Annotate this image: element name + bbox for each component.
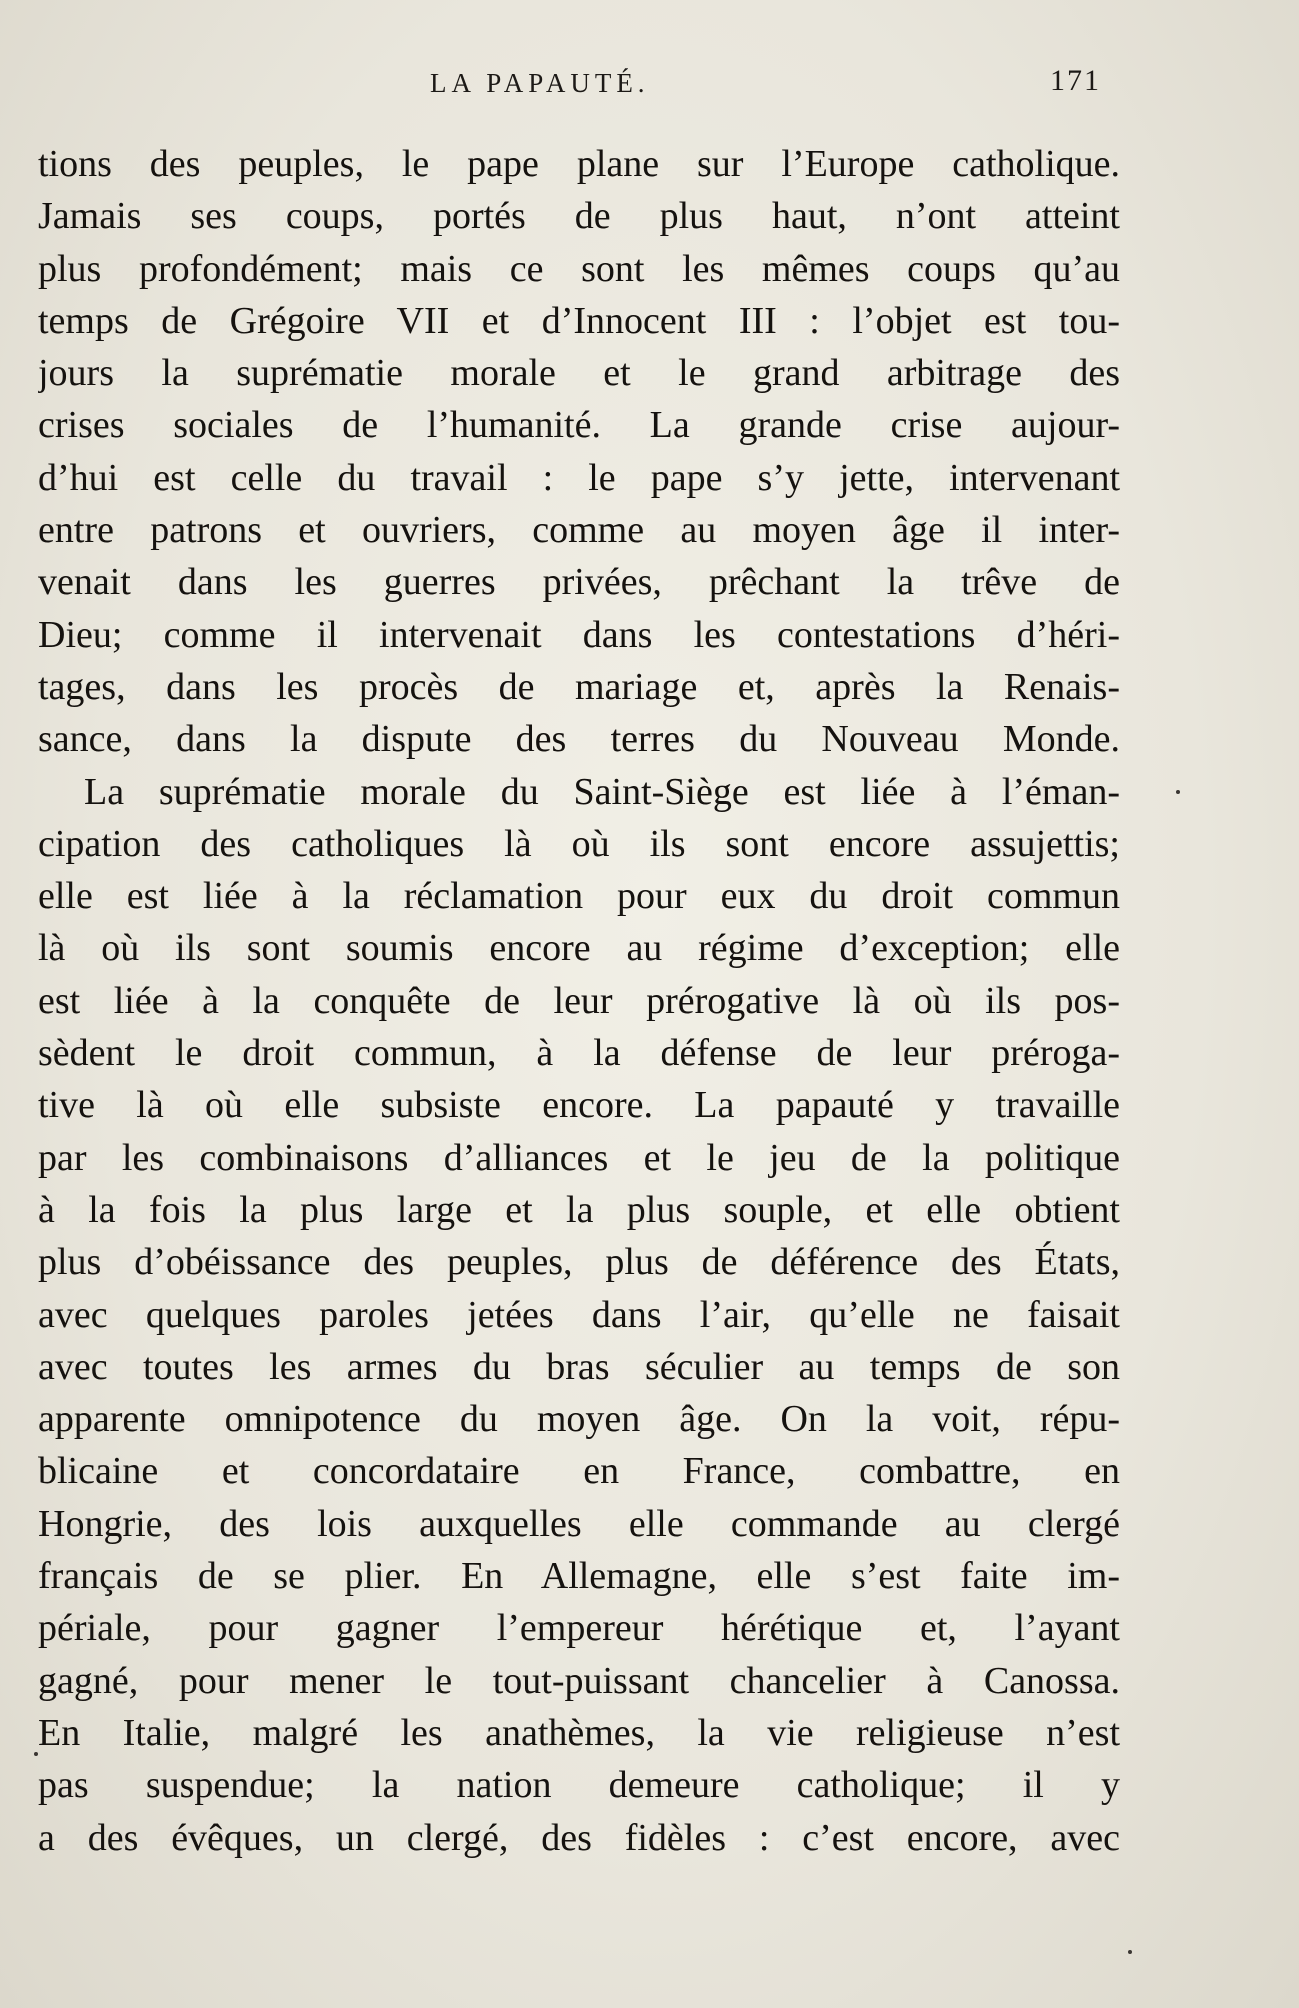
text-line: La suprématie morale du Saint-Siège est liée à l’éman- xyxy=(84,770,1120,813)
text-line: cipation des catholiques là où ils sont encore assujettis; xyxy=(38,822,1120,865)
text-line: apparente omnipotence du moyen âge. On la voit, répu- xyxy=(38,1398,1120,1441)
text-line: sèdent le droit commun, à la défense de leur préroga- xyxy=(38,1032,1120,1075)
paper-speck xyxy=(34,1752,38,1756)
text-line: tages, dans les procès de mariage et, après la Renais- xyxy=(38,665,1120,708)
text-line: tions des peuples, le pape plane sur l’Europe catholique. xyxy=(38,143,1120,185)
text-line: a des évêques, un clergé, des fidèles : c’est encore, avec xyxy=(38,1816,1120,1859)
text-line: plus d’obéissance des peuples, plus de déférence des États, xyxy=(38,1241,1120,1284)
text-line: sance, dans la dispute des terres du Nouveau Monde. xyxy=(38,718,1120,761)
text-line: là où ils sont soumis encore au régime d’exception; elle xyxy=(38,927,1120,970)
text-line: gagné, pour mener le tout-puissant chancelier à Canossa. xyxy=(38,1659,1120,1702)
text-line: En Italie, malgré les anathèmes, la vie religieuse n’est xyxy=(38,1711,1120,1754)
paper-speck xyxy=(1128,1950,1132,1954)
text-line: français de se plier. En Allemagne, elle s’est faite im- xyxy=(38,1555,1120,1598)
paragraph-2 xyxy=(38,766,1120,1864)
text-line: Dieu; comme il intervenait dans les contestations d’héri- xyxy=(38,613,1120,656)
text-line: est liée à la conquête de leur prérogative là où ils pos- xyxy=(38,979,1120,1022)
paper-speck xyxy=(1176,790,1180,794)
paragraph-1 xyxy=(38,138,1120,766)
text-line: tive là où elle subsiste encore. La papauté y travaille xyxy=(38,1084,1120,1127)
text-line: avec toutes les armes du bras séculier au temps de son xyxy=(38,1345,1120,1388)
text-line: à la fois la plus large et la plus souple, et elle obtient xyxy=(38,1188,1120,1231)
text-line: elle est liée à la réclamation pour eux du droit commun xyxy=(38,875,1120,918)
text-line: crises sociales de l’humanité. La grande crise aujour- xyxy=(38,404,1120,447)
text-line: Hongrie, des lois auxquelles elle commande au clergé xyxy=(38,1502,1120,1545)
text-line: blicaine et concordataire en France, combattre, en xyxy=(38,1450,1120,1493)
text-line: Jamais ses coups, portés de plus haut, n’ont atteint xyxy=(38,195,1120,238)
text-line: avec quelques paroles jetées dans l’air, qu’elle ne faisait xyxy=(38,1293,1120,1336)
body-text xyxy=(38,138,1120,1864)
page-number: 171 xyxy=(1050,64,1101,97)
text-line: périale, pour gagner l’empereur hérétique et, l’ayant xyxy=(38,1607,1120,1650)
page-header xyxy=(40,62,1120,102)
text-line: entre patrons et ouvriers, comme au moyen âge il inter- xyxy=(38,509,1120,552)
running-title: LA PAPAUTÉ. xyxy=(430,68,650,98)
text-line: d’hui est celle du travail : le pape s’y jette, intervenant xyxy=(38,456,1120,499)
text-line: temps de Grégoire VII et d’Innocent III : l’objet est tou- xyxy=(38,299,1120,342)
text-line: pas suspendue; la nation demeure catholique; il y xyxy=(38,1764,1120,1807)
text-line: venait dans les guerres privées, prêchant la trêve de xyxy=(38,561,1120,604)
text-line: jours la suprématie morale et le grand arbitrage des xyxy=(38,352,1120,395)
text-line: plus profondément; mais ce sont les mêmes coups qu’au xyxy=(38,247,1120,290)
text-line: par les combinaisons d’alliances et le jeu de la politique xyxy=(38,1136,1120,1179)
